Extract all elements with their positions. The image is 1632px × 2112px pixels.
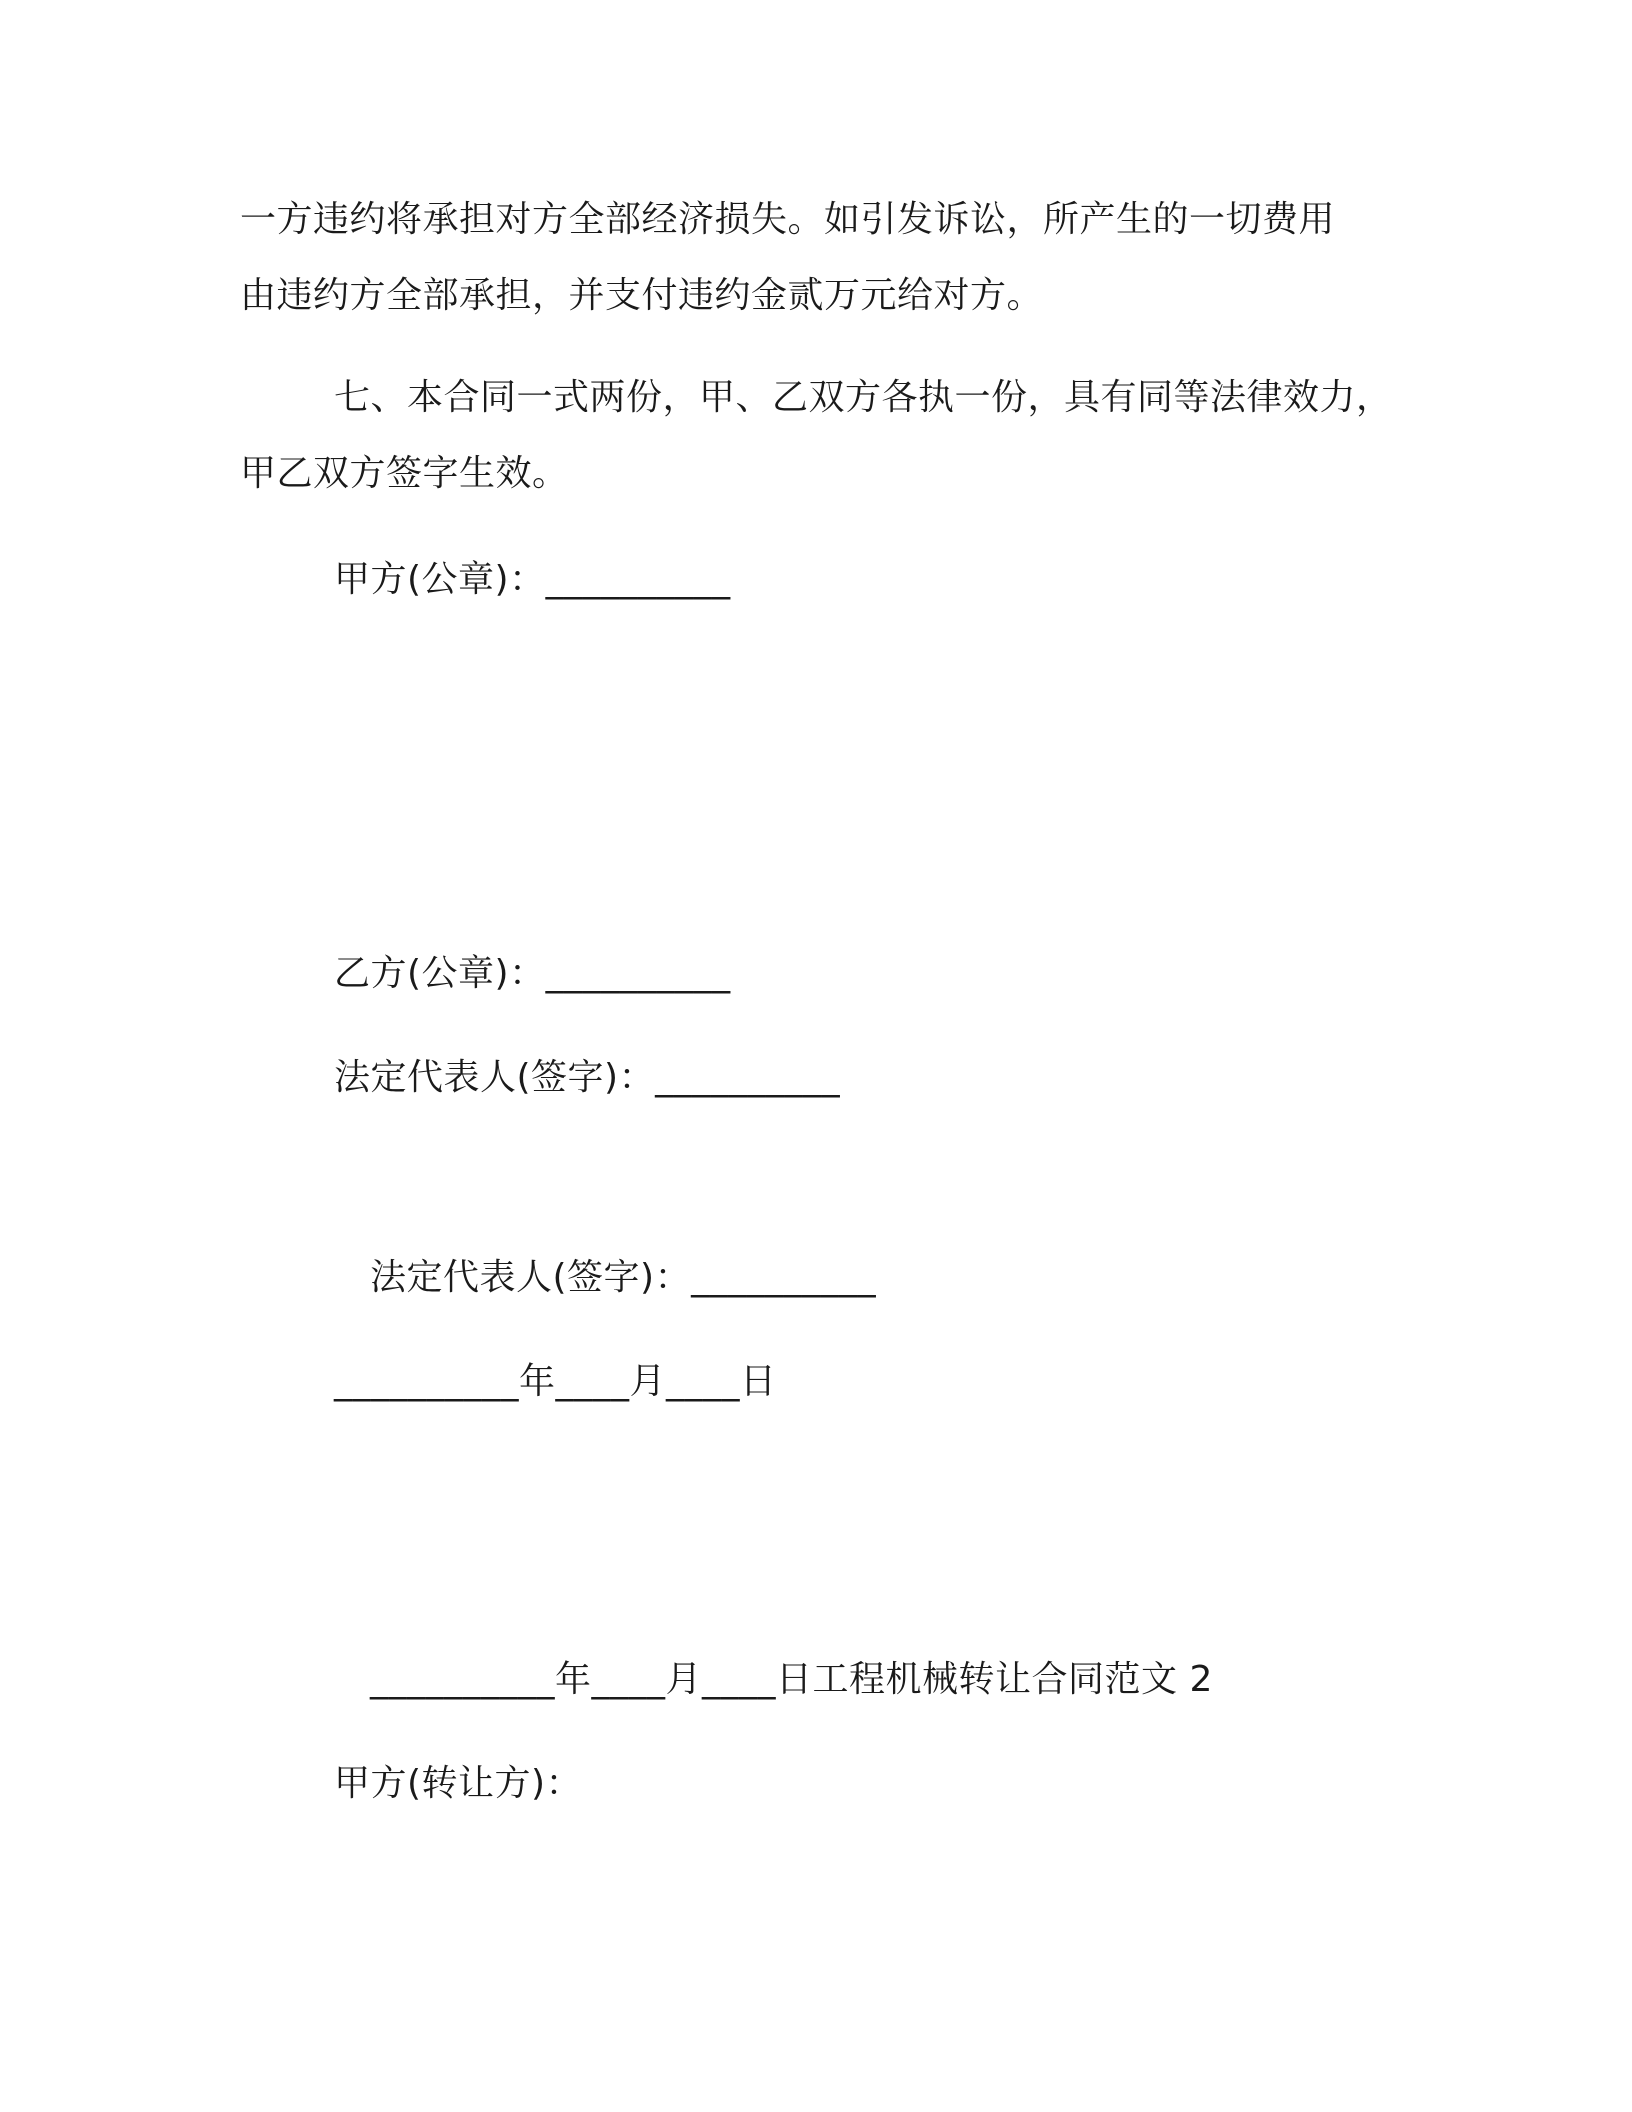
paragraph-6-line-2: 由违约方全部承担，并支付违约金贰万元给对方。 (240, 275, 1044, 316)
date-line: __________年____月____日 (334, 1361, 777, 1402)
party-b-seal-field: 乙方(公章)：__________ (334, 953, 731, 994)
transferor-label: 甲方(转让方)： (334, 1763, 583, 1804)
paragraph-7-line-1: 七、本合同一式两份，甲、乙双方各执一份，具有同等法律效力， (334, 377, 1393, 418)
paragraph-6-line-1: 一方违约将承担对方全部经济损失。如引发诉讼，所产生的一切费用 (240, 199, 1336, 240)
legal-rep-signature-field-1: 法定代表人(签字)：__________ (334, 1057, 841, 1098)
next-contract-heading: __________年____月____日工程机械转让合同范文 2 (370, 1659, 1213, 1700)
party-a-seal-field: 甲方(公章)：__________ (334, 559, 731, 600)
legal-rep-signature-field-2: 法定代表人(签字)：__________ (370, 1257, 877, 1298)
paragraph-7-line-2: 甲乙双方签字生效。 (240, 453, 569, 494)
